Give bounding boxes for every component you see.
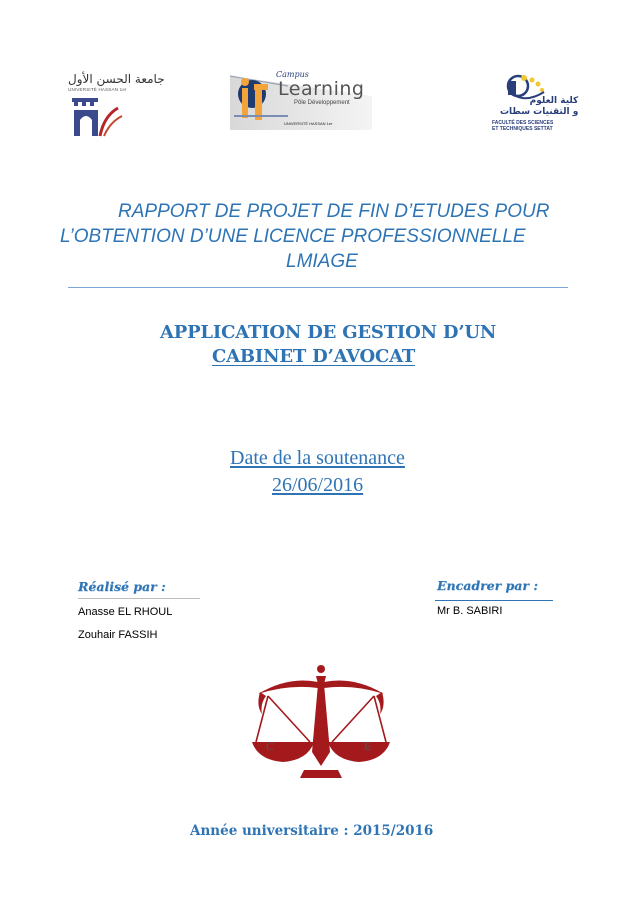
faculty-ar-line1: كلية العلوم [529,96,579,106]
supervisor-divider [435,600,553,601]
university-name-french: UNIVERSITÉ HASSAN 1er [68,87,127,92]
title-line-3: LMIAGE [286,251,358,272]
emblem-letter-left: C [266,739,275,753]
emblem-letter-right: E [364,739,372,753]
learning-text: Learning [278,78,365,100]
faculty-name-french [492,120,553,132]
faculty-fr-line1: FACULTÉ DES SCIENCES [492,120,554,126]
campus-text: Campus [276,70,309,79]
title-divider [68,287,568,288]
faculty-fr-line2: ET TECHNIQUES SETTAT [492,126,553,132]
author-name: Anasse EL RHOUL [78,606,173,618]
title-line-2: L’OBTENTION D’UNE LICENCE PROFESSIONNELLE [60,226,526,247]
authors-divider [78,598,200,599]
faculty-name-arabic [500,96,578,118]
university-emblem-icon [70,96,136,140]
university-hassan-logo [64,72,165,140]
campus-learning-logo [228,68,373,132]
university-name-arabic: جامعة الحسن الأول [68,72,165,86]
faculty-ar-line2: و التقنيات سطات [500,107,579,117]
supervisor-name: Mr B. SABIRI [437,605,503,617]
defense-date-label: Date de la soutenance [230,447,405,469]
application-title-line-1: APPLICATION DE GESTION D’UN [160,322,497,343]
authors-label: Réalisé par : [78,579,166,594]
author-name: Zouhair FASSIH [78,629,158,641]
title-line-1: RAPPORT DE PROJET DE FIN D’ETUDES POUR [118,201,550,222]
defense-date-value: 26/06/2016 [272,474,364,496]
report-title [60,199,570,274]
pole-text: Pôle Développement [294,100,350,106]
application-title-line-2: CABINET D’AVOCAT [212,346,416,367]
scales-of-justice-icon [248,662,394,794]
scales-of-justice-emblem [248,662,394,794]
supervisor-label: Encadrer par : [437,578,538,593]
university-text: UNIVERSITÉ HASSAN 1er [284,121,333,126]
academic-year: Année universitaire : 2015/2016 [190,823,434,839]
fst-settat-logo [488,72,579,142]
